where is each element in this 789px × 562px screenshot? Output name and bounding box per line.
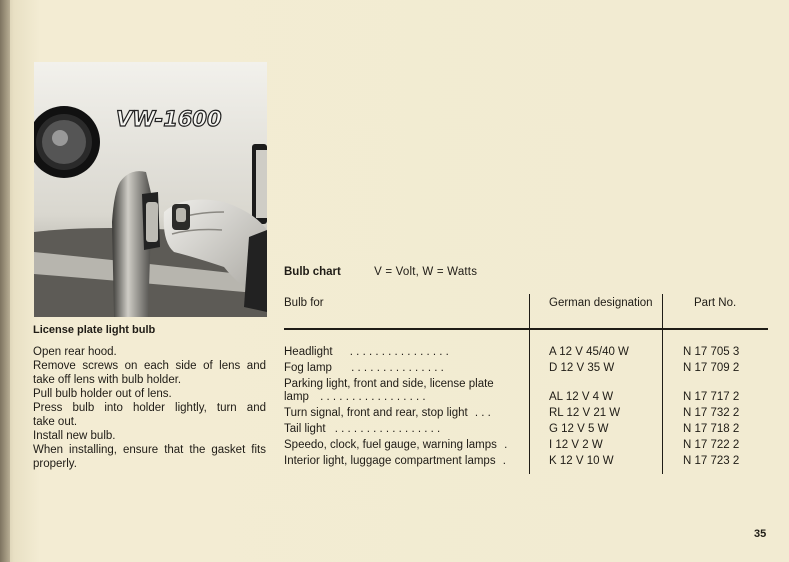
bulb-chart-legend: V = Volt, W = Watts bbox=[374, 266, 478, 278]
license-plate-bulb-title: License plate light bulb bbox=[33, 324, 156, 336]
table-row bbox=[284, 407, 491, 419]
column-header-part-no: Part No. bbox=[694, 297, 737, 309]
table-row bbox=[284, 362, 444, 374]
designation-cell: G 12 V 5 W bbox=[549, 423, 609, 435]
part-no-cell: N 17 718 2 bbox=[683, 423, 740, 435]
bulb-for-cell: Interior light, luggage compartment lamps bbox=[284, 455, 496, 467]
column-divider bbox=[529, 294, 530, 474]
part-no-cell: N 17 717 2 bbox=[683, 391, 740, 403]
bulb-chart-title: Bulb chart bbox=[284, 266, 341, 278]
instruction-line: Press bulb into holder lightly, turn and bbox=[33, 402, 266, 414]
vw-1600-emblem: VW-1600 bbox=[116, 107, 222, 131]
replacement-instructions bbox=[33, 345, 266, 471]
leader-dots: . . . . . . . . . . . . . . . . . bbox=[320, 391, 426, 403]
table-row bbox=[284, 439, 507, 451]
designation-cell: AL 12 V 4 W bbox=[549, 391, 614, 403]
bulb-for-cell: Headlight bbox=[284, 346, 333, 358]
leader-dots: . . . . . . . . . . . . . . . . . bbox=[334, 423, 441, 435]
page-number: 35 bbox=[754, 528, 767, 540]
bulb-for-cell: Tail light bbox=[284, 423, 326, 435]
designation-cell: A 12 V 45/40 W bbox=[549, 346, 629, 358]
book-binding-edge bbox=[0, 0, 10, 562]
leader-dots: . bbox=[504, 439, 508, 451]
designation-cell: D 12 V 35 W bbox=[549, 362, 615, 374]
instruction-line: Install new bulb. bbox=[33, 430, 116, 442]
column-header-bulb-for: Bulb for bbox=[284, 297, 324, 309]
table-row bbox=[284, 423, 440, 435]
leader-dots: . . . . . . . . . . . . . . . bbox=[351, 362, 444, 374]
part-no-cell: N 17 722 2 bbox=[683, 439, 740, 451]
bulb-chart-heading bbox=[284, 266, 477, 278]
bulb-for-cell: Parking light, front and side, license plate bbox=[284, 378, 494, 390]
part-no-cell: N 17 709 2 bbox=[683, 362, 740, 374]
part-no-cell: N 17 705 3 bbox=[683, 346, 740, 358]
part-no-cell: N 17 723 2 bbox=[683, 455, 740, 467]
bulb-for-cell: Speedo, clock, fuel gauge, warning lamps bbox=[284, 439, 497, 451]
instruction-line: take off lens with bulb holder. bbox=[33, 374, 182, 386]
table-row bbox=[284, 455, 506, 467]
designation-cell: I 12 V 2 W bbox=[549, 439, 603, 451]
leader-dots: . . . . . . . . . . . . . . . . bbox=[349, 346, 449, 358]
table-row bbox=[284, 378, 494, 390]
leader-dots: . bbox=[502, 455, 506, 467]
instruction-line: Pull bulb holder out of lens. bbox=[33, 388, 172, 400]
designation-cell: K 12 V 10 W bbox=[549, 455, 614, 467]
table-row bbox=[284, 346, 449, 358]
bulb-for-cell: Fog lamp bbox=[284, 362, 332, 374]
bulb-for-cell: Turn signal, front and rear, stop light bbox=[284, 407, 468, 419]
column-header-german-designation: German designation bbox=[549, 297, 653, 309]
table-header-rule bbox=[284, 328, 768, 330]
instruction-line: Remove screws on each side of lens and bbox=[33, 360, 266, 372]
table-row bbox=[284, 391, 426, 403]
license-plate-light-photo bbox=[34, 62, 267, 317]
designation-cell: RL 12 V 21 W bbox=[549, 407, 621, 419]
instruction-line: Open rear hood. bbox=[33, 346, 117, 358]
part-no-cell: N 17 732 2 bbox=[683, 407, 740, 419]
instruction-line: take out. bbox=[33, 416, 78, 428]
leader-dots: . . . bbox=[474, 407, 491, 419]
instruction-line: properly. bbox=[33, 458, 77, 470]
bulb-for-cell: lamp bbox=[284, 391, 309, 403]
column-divider bbox=[662, 294, 663, 474]
instruction-line: When installing, ensure that the gasket fits bbox=[33, 444, 266, 456]
